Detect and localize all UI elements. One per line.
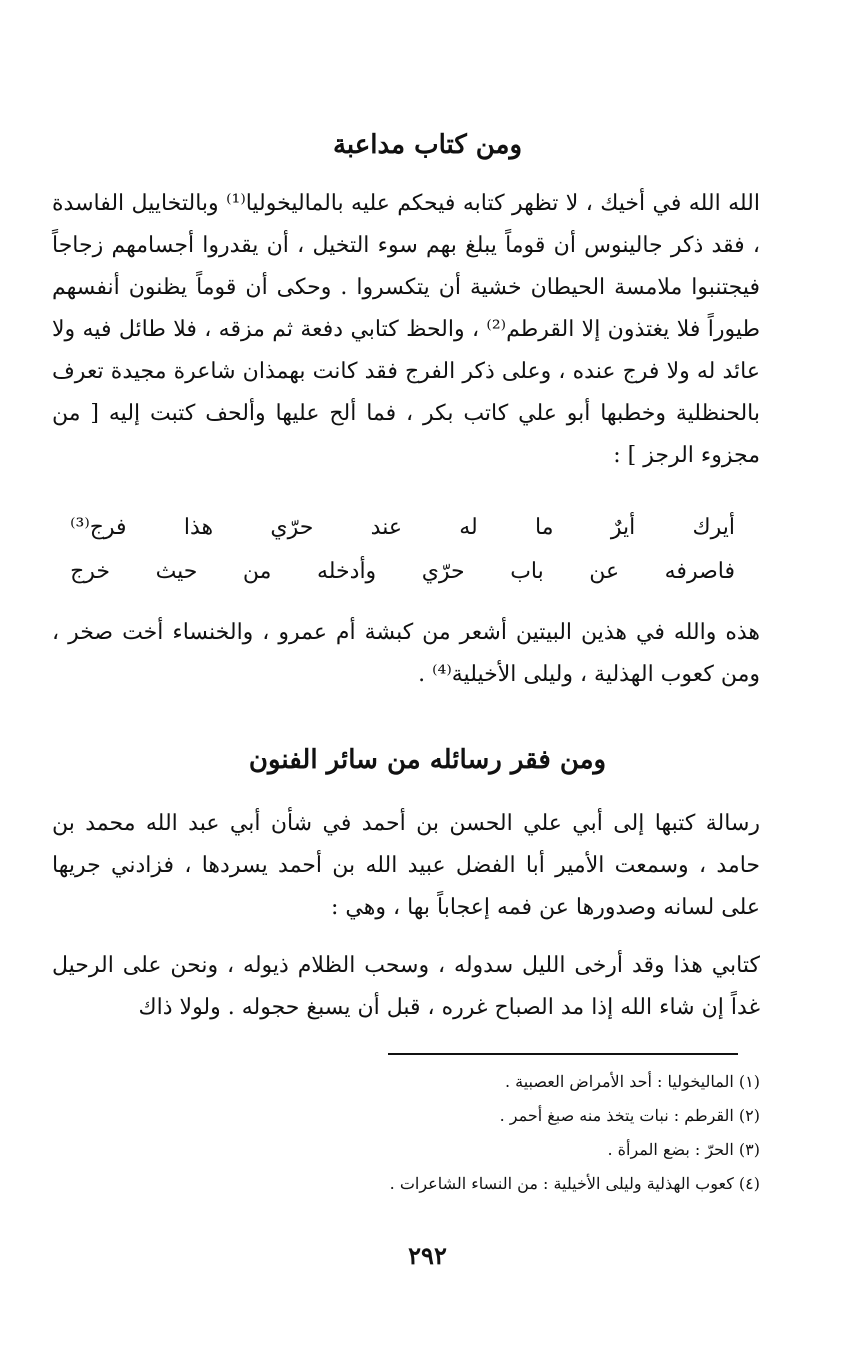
verse-line-1 xyxy=(70,508,735,548)
verse-word: وأدخله xyxy=(316,559,377,584)
verse-word: فرج⁽³⁾ xyxy=(70,515,127,540)
verse-word: له xyxy=(459,515,478,540)
verse-word: حرّي xyxy=(270,515,314,540)
verse-word: أيرك xyxy=(692,515,735,540)
footnote-divider xyxy=(388,1053,738,1055)
verse-line-2 xyxy=(70,552,735,592)
verse-word: حيث xyxy=(155,559,198,584)
verse-word: حرّي xyxy=(421,559,465,584)
footnote-4: (٤) كعوب الهذلية وليلى الأخيلية : من النساء الشاعرات . xyxy=(389,1174,760,1193)
verse-word: أيرٌ xyxy=(610,515,636,540)
footnote-1: (١) الماليخوليا : أحد الأمراض العصبية . xyxy=(504,1072,760,1091)
section-heading-fiqar: ومن فقر رسائله من سائر الفنون xyxy=(248,745,607,775)
paragraph-mudaaba-body: الله الله في أخيك ، لا تظهر كتابه فيحكم عليه بالماليخوليا⁽¹⁾ وبالتخاييل الفاسدة ، فقد ذكر جالينوس أن قوماً يبلغ بهم سوء التخيل ، أن يقدروا أجسامهم زجاجاً فيجتنبوا ملامسة الحيطان خشية أن يتكسروا . وحكى أن قوماً يظنون أنفسهم طيوراً فلا يغتذون إلا القرطم⁽²⁾ ، والحظ كتابي دفعة ثم مزقه ، فلا طائل فيه ولا عائد له ولا فرج عنده ، وعلى ذكر الفرج فقد كانت بهمذان شاعرة مجيدة تعرف بالحنظلية وخطبها أبو علي كاتب بكر ، فما ألح عليها وألحف كتبت إليه [ من مجزوء الرجز ] : xyxy=(52,191,761,468)
verse-word: عن xyxy=(589,559,620,584)
paragraph-fiqar-letter: كتابي هذا وقد أرخى الليل سدوله ، وسحب الظلام ذيوله ، ونحن على الرحيل غداً إن شاء الله إذا مد الصباح غرره ، قبل أن يسبغ حجوله . ولولا ذاك xyxy=(52,953,760,1020)
verse-word: باب xyxy=(510,559,544,584)
paragraph-mudaaba-closing: هذه والله في هذين البيتين أشعر من كبشة أم عمرو ، والخنساء أخت صخر ، ومن كعوب الهذلية ، وليلى الأخيلية⁽⁴⁾ . xyxy=(52,620,761,687)
footnote-2: (٢) القرطم : نبات يتخذ منه صبغ أحمر . xyxy=(499,1106,760,1125)
section-heading-mudaaba: ومن كتاب مداعبة xyxy=(332,130,523,160)
verse-word: عند xyxy=(370,515,402,540)
verse-word: هذا xyxy=(183,515,214,540)
verse-word: خرج xyxy=(70,559,111,584)
verse-word: فاصرفه xyxy=(664,559,735,584)
footnote-3: (٣) الحرّ : بضع المرأة . xyxy=(607,1140,760,1159)
verse-word: ما xyxy=(535,515,554,540)
page-number: ٢٩٢ xyxy=(408,1241,447,1270)
verse-word: من xyxy=(242,559,272,584)
paragraph-fiqar-intro: رسالة كتبها إلى أبي علي الحسن بن أحمد في شأن أبي عبد الله محمد بن حامد ، وسمعت الأمير أبا الفضل عبيد الله بن أحمد يسردها ، فزادني جريها على لسانه وصدورها عن فمه إعجاباً بها ، وهي : xyxy=(52,811,760,920)
